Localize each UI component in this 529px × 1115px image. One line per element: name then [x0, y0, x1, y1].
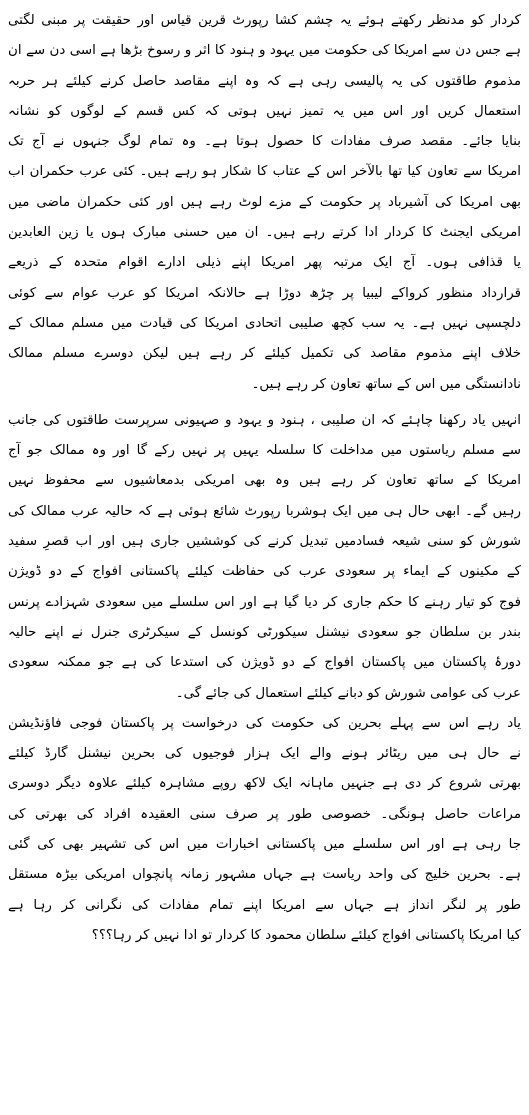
- text-line: امریکا کے ساتھ تعاون کر رہے ہیں وہ بھی امریکی بدمعاشیوں سے محفوظ نہیں: [8, 473, 521, 489]
- text-line: کے مکینوں کے ایماء پر سعودی عرب کی حفاظت کیلئے پاکستانی افواج کے دو ڈویژن: [8, 564, 521, 580]
- paragraph-1: [8, 6, 521, 400]
- text-line: عرب کی عوامی شورش کو دبانے کیلئے استعمال کی جائے گی۔: [175, 685, 521, 701]
- text-line: دورۂ پاکستان میں پاکستان افواج کے دو ڈویژن کی استدعا کی ہے جو ممکنہ سعودی: [8, 655, 521, 671]
- text-line: دلچسپی نہیں ہے۔ یہ سب کچھ صلیبی اتحادی امریکا کی قیادت میں مسلم ممالک کے: [8, 315, 521, 331]
- text-line: جا رہی ہے اور اس سلسلے میں پاکستانی اخبارات میں اس کی تشہیر بھی کی گئی: [8, 837, 521, 853]
- paragraph-3: [8, 709, 521, 951]
- text-line: بھی امریکا کی آشیرباد پر حکومت کے مزے لوٹ رہے ہیں اور کئی حکمران ماضی میں: [8, 194, 521, 210]
- text-line: فوج کو تیار رہنے کا حکم جاری کر دیا گیا ہے اور اس سلسلے میں سعودی شہزادے پرنس: [8, 594, 521, 610]
- text-line: امریکی ایجنٹ کا کردار ادا کرتے رہے ہیں۔ ان میں حسنی مبارک ہوں یا زین العابدین: [8, 225, 521, 241]
- text-line: قرارداد منظور کرواکے لیبیا پر چڑھ دوڑا ہے حالانکہ امریکا کو عرب عوام سے کوئی: [8, 285, 521, 301]
- text-line: ہے۔ بحرین خلیج کی واحد ریاست ہے جہاں مشہور زمانہ پانچواں امریکی بیڑہ مستقل: [8, 867, 521, 883]
- text-line: مذموم طاقتوں کی یہ پالیسی رہی ہے کہ وہ اپنے مقاصد حاصل کرنے کیلئے ہر حربہ: [8, 73, 521, 89]
- text-line: بھرتی شروع کر دی ہے جنہیں ماہانہ ایک لاکھ روپے مشاہرہ کیلئے علاوہ دیگر دوسری: [8, 776, 521, 792]
- text-line: انہیں یاد رکھنا چاہئے کہ ان صلیبی ، ہنود و یہود و صہیونی سرپرست طاقتوں کی جانب: [8, 412, 521, 428]
- text-line: ہے جس دن سے امریکا کی حکومت میں یہود و ہنود کا اثر و رسوخ بڑھا ہے اسی دن سے ان: [8, 43, 521, 59]
- text-line: یاد رہے اس سے پہلے بحرین کی حکومت کی درخواست پر پاکستان فوجی فاؤنڈیشن: [8, 715, 521, 731]
- text-line: مراعات حاصل ہونگی۔ خصوصی طور پر صرف سنی العقیدہ افراد کی بھرتی کی: [8, 806, 521, 822]
- text-line: نادانستگی میں اس کے ساتھ تعاون کر رہے ہیں۔: [251, 376, 521, 392]
- text-line: کردار کو مدنظر رکھتے ہوئے یہ چشم کشا رپورٹ قرین قیاس اور حقیقت پر مبنی لگتی: [8, 13, 521, 28]
- text-line: استعمال کریں اور اس میں یہ تمیز نہیں ہوتی کہ کس قسم کے لوگوں کو نشانہ: [8, 103, 521, 119]
- text-line: رہیں گے۔ ابھی حال ہی میں ایک ہوشربا رپورٹ شائع ہوئی ہے کہ حالیہ عرب ممالک کی: [8, 503, 521, 519]
- text-line: خلاف اپنے مذموم مقاصد کی تکمیل کیلئے کر رہے ہیں لیکن دوسرے مسلم ممالک: [8, 346, 521, 362]
- text-line: طور پر لنگر انداز ہے جہاں سے امریکا اپنے تمام مفادات کی نگرانی کر رہا ہے: [8, 897, 521, 913]
- text-line: بنایا جائے۔ مقصد صرف مفادات کا حصول ہوتا ہے۔ وہ تمام لوگ جنہوں نے آج تک: [8, 134, 521, 150]
- text-line: بندر بن سلطان جو سعودی نیشنل سیکورٹی کونسل کے سیکرٹری جنرل نے اپنے حالیہ: [8, 624, 521, 640]
- text-line: کیا امریکا پاکستانی افواج کیلئے سلطان محمود کا کردار تو ادا نہیں کر رہا؟؟؟: [91, 927, 521, 943]
- text-line: یا قذافی ہوں۔ آج ایک مرتبہ پھر امریکا اپنے ذیلی ادارے اقوام متحدہ کے ذریعے: [8, 255, 521, 271]
- text-line: سے مسلم ریاستوں میں مداخلت کا سلسلہ یہیں پر نہیں رکے گا اور وہ ممالک جو آج: [8, 443, 521, 459]
- text-line: نے حال ہی میں ریٹائر ہونے والے ایک ہزار فوجیوں کی بحرین نیشنل گارڈ کیلئے: [8, 746, 521, 762]
- text-line: امریکا سے تعاون کیا تھا بالآخر اس کے عتاب کا شکار ہو رہے ہیں۔ کئی عرب حکمران اب: [8, 164, 521, 180]
- text-line: شورش کو سنی شیعہ فسادمیں تبدیل کرنے کی کوششیں جاری ہیں اور اب قصرِ سفید: [8, 534, 521, 550]
- paragraph-2: [8, 406, 521, 709]
